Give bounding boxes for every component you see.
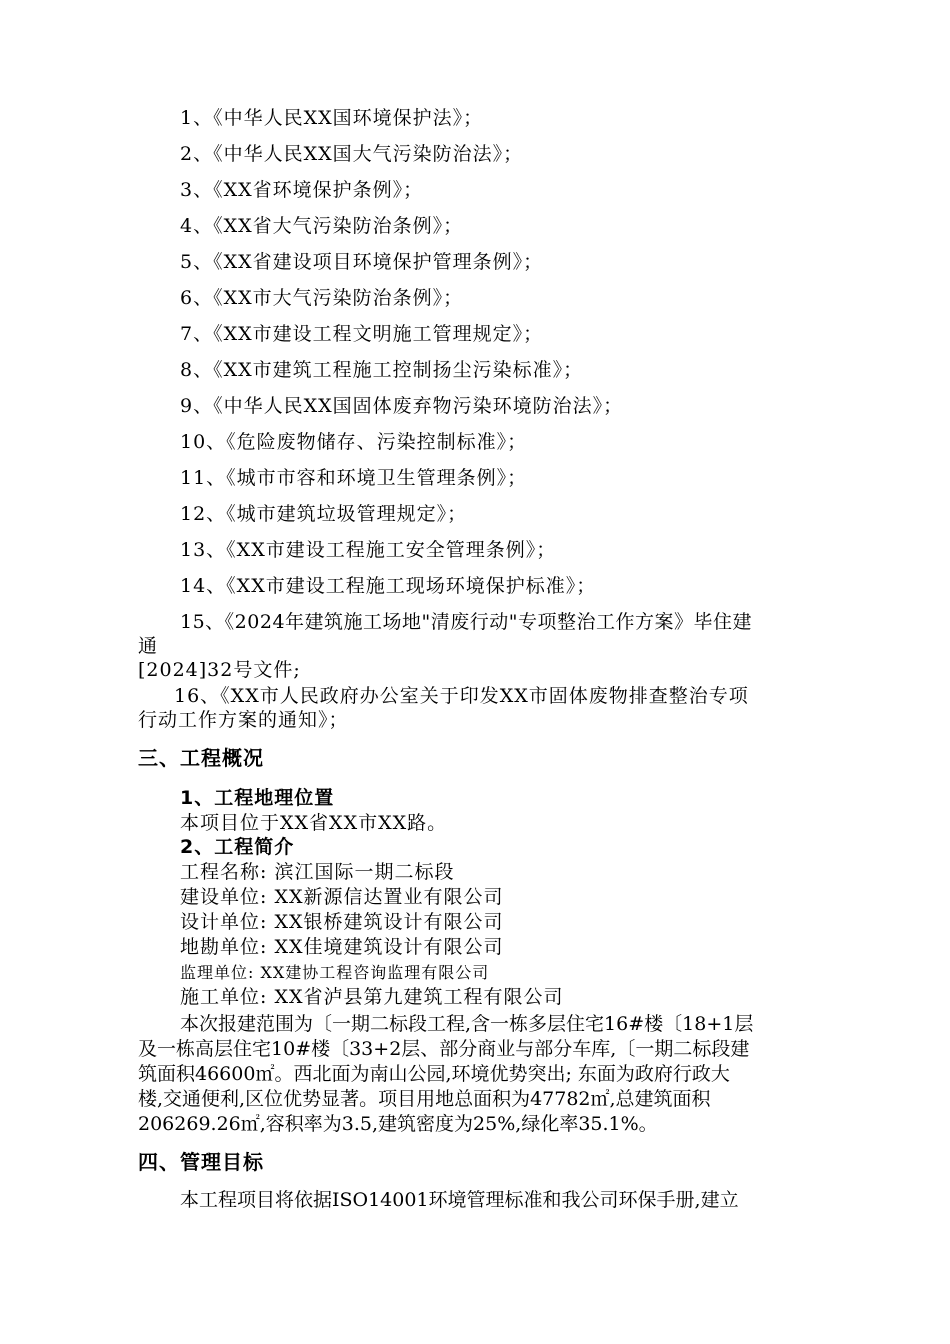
law-item: 9、《中华人民XX国固体废弃物污染环境防治法》； [180, 395, 624, 417]
law-item: 14、《XX市建设工程施工现场环境保护标准》； [180, 575, 597, 597]
paragraph-line: 本次报建范围为〔一期二标段工程,含一栋多层住宅16#楼〔18+1层 [180, 1013, 754, 1035]
project-info: 建设单位: XX新源信达置业有限公司 [180, 886, 504, 908]
law-item-15-cont: 通 [138, 635, 159, 657]
law-item: 3、《XX省环境保护条例》； [180, 179, 424, 201]
section-heading: 四、管理目标 [138, 1150, 264, 1174]
law-item-16-cont: 行动工作方案的通知》； [138, 709, 349, 731]
paragraph-line: 206269.26㎡,容积率为3.5,建筑密度为25%,绿化率35.1%。 [138, 1113, 658, 1135]
law-item: 6、《XX市大气污染防治条例》； [180, 287, 464, 309]
subsection-heading: 2、工程简介 [180, 836, 295, 858]
project-info: 设计单位: XX银桥建筑设计有限公司 [180, 911, 504, 933]
project-info: 监理单位: XX建协工程咨询监理有限公司 [180, 963, 490, 982]
project-info: 地勘单位: XX佳境建筑设计有限公司 [180, 936, 504, 958]
section-heading: 三、工程概况 [138, 746, 264, 770]
law-item-16: 16、《XX市人民政府办公室关于印发XX市固体废物排查整治专项 [174, 685, 749, 707]
paragraph-line: 及一栋高层住宅10#楼〔33+2层、部分商业与部分车库,〔一期二标段建 [138, 1038, 750, 1060]
law-item: 1、《中华人民XX国环境保护法》； [180, 107, 484, 129]
project-info: 工程名称: 滨江国际一期二标段 [180, 861, 455, 883]
paragraph-line: 筑面积46600㎡。西北面为南山公园,环境优势突出; 东面为政府行政大 [138, 1063, 730, 1085]
subsection-heading: 1、工程地理位置 [180, 787, 335, 809]
law-item: 8、《XX市建筑工程施工控制扬尘污染标准》； [180, 359, 584, 381]
law-item: 11、《城市市容和环境卫生管理条例》； [180, 467, 528, 489]
law-item: 5、《XX省建设项目环境保护管理条例》； [180, 251, 544, 273]
law-item-15-cont: [2024]32号文件; [138, 659, 301, 681]
law-item: 13、《XX市建设工程施工安全管理条例》； [180, 539, 557, 561]
law-item: 7、《XX市建设工程文明施工管理规定》； [180, 323, 544, 345]
law-item: 12、《城市建筑垃圾管理规定》； [180, 503, 468, 525]
law-item: 10、《危险废物储存、污染控制标准》； [180, 431, 528, 453]
law-item-15: 15、《2024年建筑施工场地"清废行动"专项整治工作方案》毕住建 [180, 611, 753, 633]
law-item: 4、《XX省大气污染防治条例》； [180, 215, 464, 237]
project-info: 施工单位: XX省泸县第九建筑工程有限公司 [180, 986, 564, 1008]
law-item: 2、《中华人民XX国大气污染防治法》； [180, 143, 524, 165]
paragraph: 本项目位于XX省XX市XX路。 [180, 812, 448, 834]
paragraph-line: 楼,交通便利,区位优势显著。项目用地总面积为47782㎡,总建筑面积 [138, 1088, 711, 1110]
paragraph: 本工程项目将依据ISO14001环境管理标准和我公司环保手册,建立 [180, 1189, 739, 1211]
